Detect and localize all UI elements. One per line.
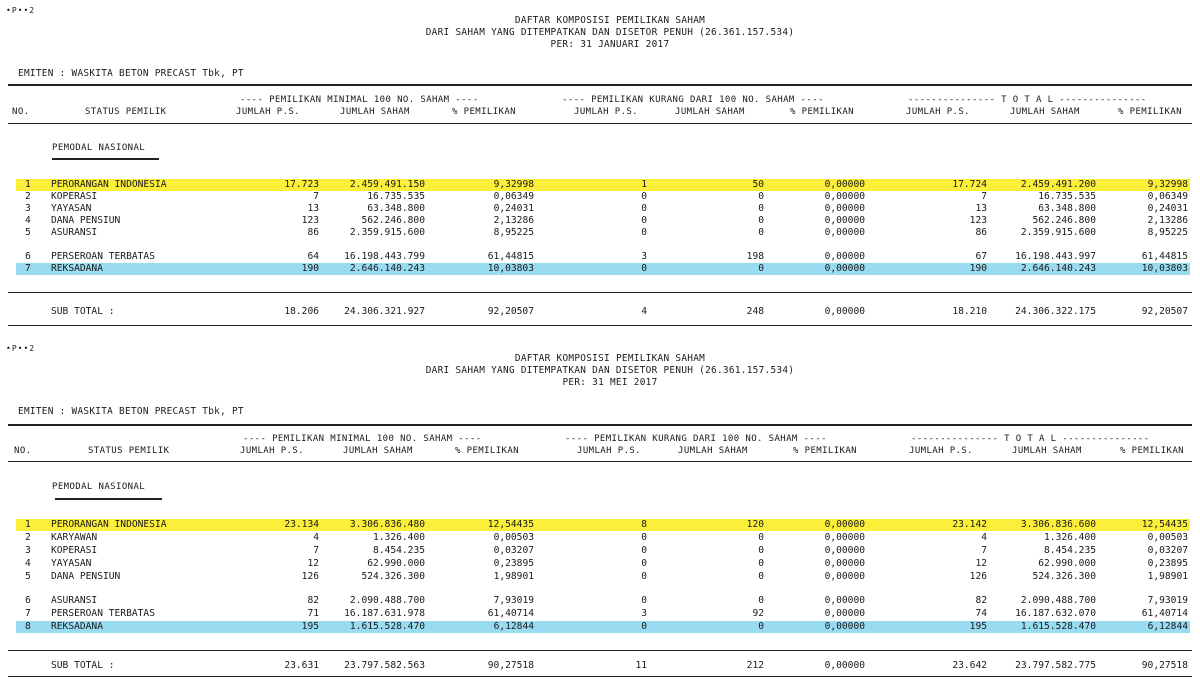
cell-js-total: 62.990.000	[1038, 558, 1096, 569]
row-number: 3	[25, 545, 31, 556]
cell-js-kurang: 0	[758, 191, 764, 202]
title-line-2: DARI SAHAM YANG DITEMPATKAN DAN DISETOR PENUH (26.361.157.534)	[425, 27, 795, 38]
header-bottom-rule	[8, 123, 1192, 124]
cell-js-min: 16.187.631.978	[344, 608, 425, 619]
row-number: 4	[25, 558, 31, 569]
subtotal-pm-min: 92,20507	[487, 306, 534, 317]
cell-jps-total: 82	[975, 595, 987, 606]
cell-js-min: 2.646.140.243	[349, 263, 425, 274]
status-pemilik: KARYAWAN	[51, 532, 98, 543]
subtotal-top-rule	[8, 292, 1192, 293]
cell-jps-min: 195	[301, 621, 319, 632]
cell-js-kurang: 0	[758, 263, 764, 274]
table-row	[16, 251, 1190, 263]
cell-jps-min: 7	[313, 545, 319, 556]
cell-js-min: 63.348.800	[367, 203, 425, 214]
report-title	[330, 15, 890, 51]
cell-pm-kurang: 0,00000	[824, 621, 865, 632]
subtotal-pm-kurang: 0,00000	[824, 660, 865, 671]
row-number: 1	[25, 179, 31, 190]
cell-pm-total: 61,40714	[1141, 608, 1188, 619]
cell-jps-total: 190	[969, 263, 987, 274]
subtotal-pm-kurang: 0,00000	[824, 306, 865, 317]
cell-jps-min: 126	[301, 571, 319, 582]
status-pemilik: DANA PENSIUN	[51, 571, 121, 582]
cell-js-kurang: 0	[758, 571, 764, 582]
status-pemilik: REKSADANA	[51, 621, 103, 632]
cell-js-total: 2.359.915.600	[1020, 227, 1096, 238]
cell-js-min: 1.326.400	[373, 532, 425, 543]
col-header-status: STATUS PEMILIK	[85, 107, 167, 117]
table-row	[16, 571, 1190, 583]
cell-pm-min: 0,24031	[493, 203, 534, 214]
cell-pm-kurang: 0,00000	[824, 595, 865, 606]
cell-js-min: 1.615.528.470	[349, 621, 425, 632]
cell-pm-kurang: 0,00000	[824, 215, 865, 226]
col-header-js-1: JUMLAH SAHAM	[343, 446, 413, 456]
cell-pm-kurang: 0,00000	[824, 571, 865, 582]
cell-pm-min: 0,00503	[493, 532, 534, 543]
cell-jps-min: 82	[307, 595, 319, 606]
row-number: 2	[25, 191, 31, 202]
group-header-total: --------------- T O T A L ---------------	[908, 95, 1147, 105]
status-pemilik: PERSEROAN TERBATAS	[51, 251, 155, 262]
subtotal-row	[16, 306, 1190, 318]
subtotal-jps-kurang: 11	[635, 660, 647, 671]
cell-js-total: 2.090.488.700	[1020, 595, 1096, 606]
cell-jps-kurang: 0	[641, 545, 647, 556]
cell-pm-total: 0,03207	[1147, 545, 1188, 556]
table-row	[16, 179, 1190, 191]
cell-js-total: 63.348.800	[1038, 203, 1096, 214]
title-line-1: DAFTAR KOMPOSISI PEMILIKAN SAHAM	[514, 15, 706, 26]
status-pemilik: PERSEROAN TERBATAS	[51, 608, 155, 619]
cell-jps-kurang: 3	[641, 251, 647, 262]
cell-jps-kurang: 0	[641, 203, 647, 214]
cell-js-total: 1.615.528.470	[1020, 621, 1096, 632]
subtotal-bottom-rule	[8, 676, 1192, 677]
cell-pm-kurang: 0,00000	[824, 608, 865, 619]
cell-js-total: 524.326.300	[1032, 571, 1096, 582]
cell-pm-min: 8,95225	[493, 227, 534, 238]
cell-js-kurang: 0	[758, 621, 764, 632]
emiten-label: EMITEN : WASKITA BETON PRECAST Tbk, PT	[18, 406, 244, 417]
cell-jps-kurang: 0	[641, 191, 647, 202]
cell-js-total: 16.187.632.070	[1015, 608, 1096, 619]
cell-js-kurang: 0	[758, 227, 764, 238]
cell-js-kurang: 0	[758, 595, 764, 606]
cell-pm-kurang: 0,00000	[824, 251, 865, 262]
row-number: 6	[25, 251, 31, 262]
cell-jps-min: 123	[301, 215, 319, 226]
cell-js-total: 1.326.400	[1044, 532, 1096, 543]
cell-js-kurang: 50	[752, 179, 764, 190]
col-header-pm-3: % PEMILIKAN	[1118, 107, 1183, 117]
cell-pm-total: 0,00503	[1147, 532, 1188, 543]
cell-pm-kurang: 0,00000	[824, 179, 865, 190]
cell-js-min: 8.454.235	[373, 545, 425, 556]
subtotal-js-min: 23.797.582.563	[344, 660, 425, 671]
title-line-2: DARI SAHAM YANG DITEMPATKAN DAN DISETOR PENUH (26.361.157.534)	[425, 365, 795, 376]
cell-pm-total: 8,95225	[1147, 227, 1188, 238]
cell-js-total: 562.246.800	[1032, 215, 1096, 226]
cell-pm-kurang: 0,00000	[824, 263, 865, 274]
cell-js-kurang: 0	[758, 215, 764, 226]
cell-js-min: 16.735.535	[367, 191, 425, 202]
col-header-no: NO.	[14, 446, 32, 456]
title-line-3: PER: 31 MEI 2017	[562, 377, 658, 388]
cell-jps-kurang: 0	[641, 532, 647, 543]
cell-pm-total: 2,13286	[1147, 215, 1188, 226]
cell-js-min: 2.359.915.600	[349, 227, 425, 238]
cell-jps-total: 126	[969, 571, 987, 582]
header-bottom-rule	[8, 461, 1192, 462]
subtotal-jps-total: 23.642	[952, 660, 987, 671]
col-header-js-1: JUMLAH SAHAM	[340, 107, 410, 117]
report-title	[330, 353, 890, 389]
cell-jps-kurang: 0	[641, 571, 647, 582]
cell-pm-total: 10,03803	[1141, 263, 1188, 274]
col-header-js-2: JUMLAH SAHAM	[678, 446, 748, 456]
cell-pm-min: 0,03207	[493, 545, 534, 556]
status-pemilik: YAYASAN	[51, 558, 92, 569]
cell-pm-kurang: 0,00000	[824, 558, 865, 569]
cell-pm-min: 61,40714	[487, 608, 534, 619]
cell-jps-total: 12	[975, 558, 987, 569]
cell-jps-min: 86	[307, 227, 319, 238]
cell-pm-min: 12,54435	[487, 519, 534, 530]
cell-js-min: 562.246.800	[361, 215, 425, 226]
cell-pm-kurang: 0,00000	[824, 519, 865, 530]
status-pemilik: KOPERASI	[51, 545, 98, 556]
section-label-underline	[55, 498, 162, 500]
cell-jps-kurang: 0	[641, 621, 647, 632]
status-pemilik: YAYASAN	[51, 203, 92, 214]
status-pemilik: REKSADANA	[51, 263, 103, 274]
cell-jps-kurang: 0	[641, 558, 647, 569]
col-header-jps-3: JUMLAH P.S.	[906, 107, 971, 117]
cell-js-kurang: 0	[758, 203, 764, 214]
section-label-pemodal: PEMODAL NASIONAL	[52, 482, 146, 492]
cell-pm-total: 0,06349	[1147, 191, 1188, 202]
section-label-underline	[52, 158, 159, 160]
col-header-jps-1: JUMLAH P.S.	[236, 107, 301, 117]
cell-pm-kurang: 0,00000	[824, 191, 865, 202]
subtotal-top-rule	[8, 650, 1192, 651]
cell-jps-kurang: 0	[641, 215, 647, 226]
cell-js-kurang: 0	[758, 532, 764, 543]
cell-pm-min: 10,03803	[487, 263, 534, 274]
cell-js-min: 16.198.443.799	[344, 251, 425, 262]
cell-pm-min: 0,23895	[493, 558, 534, 569]
table-row	[16, 621, 1190, 633]
cell-js-min: 2.459.491.150	[349, 179, 425, 190]
group-header-kurang: ---- PEMILIKAN KURANG DARI 100 NO. SAHAM ----	[562, 95, 824, 105]
cell-jps-total: 67	[975, 251, 987, 262]
cell-pm-kurang: 0,00000	[824, 227, 865, 238]
cell-js-kurang: 92	[752, 608, 764, 619]
subtotal-js-kurang: 248	[746, 306, 764, 317]
page-mark: •P••2	[6, 6, 36, 15]
cell-pm-total: 6,12844	[1147, 621, 1188, 632]
emiten-label: EMITEN : WASKITA BETON PRECAST Tbk, PT	[18, 68, 244, 79]
col-header-jps-3: JUMLAH P.S.	[909, 446, 974, 456]
subtotal-jps-total: 18.210	[952, 306, 987, 317]
col-header-status: STATUS PEMILIK	[88, 446, 170, 456]
cell-pm-min: 61,44815	[487, 251, 534, 262]
cell-jps-total: 86	[975, 227, 987, 238]
cell-jps-total: 74	[975, 608, 987, 619]
cell-js-min: 62.990.000	[367, 558, 425, 569]
row-number: 1	[25, 519, 31, 530]
cell-js-kurang: 198	[746, 251, 764, 262]
table-row	[16, 532, 1190, 544]
cell-js-total: 16.198.443.997	[1015, 251, 1096, 262]
cell-js-min: 2.090.488.700	[349, 595, 425, 606]
subtotal-pm-min: 90,27518	[487, 660, 534, 671]
col-header-pm-2: % PEMILIKAN	[793, 446, 858, 456]
subtotal-pm-total: 92,20507	[1141, 306, 1188, 317]
cell-jps-total: 4	[981, 532, 987, 543]
cell-pm-total: 12,54435	[1141, 519, 1188, 530]
cell-jps-min: 4	[313, 532, 319, 543]
row-number: 8	[25, 621, 31, 632]
subtotal-js-total: 23.797.582.775	[1015, 660, 1096, 671]
header-top-rule	[8, 424, 1192, 426]
col-header-js-3: JUMLAH SAHAM	[1012, 446, 1082, 456]
subtotal-js-total: 24.306.322.175	[1015, 306, 1096, 317]
row-number: 3	[25, 203, 31, 214]
cell-jps-kurang: 8	[641, 519, 647, 530]
row-number: 7	[25, 263, 31, 274]
col-header-js-2: JUMLAH SAHAM	[675, 107, 745, 117]
cell-js-min: 524.326.300	[361, 571, 425, 582]
col-header-pm-1: % PEMILIKAN	[452, 107, 517, 117]
cell-js-min: 3.306.836.480	[349, 519, 425, 530]
page-mark: •P••2	[6, 344, 36, 353]
cell-jps-min: 13	[307, 203, 319, 214]
row-number: 7	[25, 608, 31, 619]
header-top-rule	[8, 84, 1192, 86]
group-header-minimal: ---- PEMILIKAN MINIMAL 100 NO. SAHAM ----	[240, 95, 479, 105]
cell-pm-total: 7,93019	[1147, 595, 1188, 606]
subtotal-label: SUB TOTAL :	[51, 306, 115, 317]
cell-js-total: 8.454.235	[1044, 545, 1096, 556]
row-number: 5	[25, 571, 31, 582]
table-row	[16, 545, 1190, 557]
subtotal-js-kurang: 212	[746, 660, 764, 671]
title-line-3: PER: 31 JANUARI 2017	[550, 39, 670, 50]
row-number: 5	[25, 227, 31, 238]
cell-js-kurang: 0	[758, 545, 764, 556]
table-row	[16, 519, 1190, 531]
table-row	[16, 558, 1190, 570]
cell-jps-min: 190	[301, 263, 319, 274]
subtotal-js-min: 24.306.321.927	[344, 306, 425, 317]
group-header-minimal: ---- PEMILIKAN MINIMAL 100 NO. SAHAM ----	[243, 434, 482, 444]
subtotal-jps-min: 18.206	[284, 306, 319, 317]
status-pemilik: PERORANGAN INDONESIA	[51, 179, 167, 190]
table-row	[16, 215, 1190, 227]
row-number: 2	[25, 532, 31, 543]
status-pemilik: ASURANSI	[51, 227, 98, 238]
title-line-1: DAFTAR KOMPOSISI PEMILIKAN SAHAM	[514, 353, 706, 364]
cell-pm-total: 9,32998	[1147, 179, 1188, 190]
cell-pm-min: 6,12844	[493, 621, 534, 632]
cell-jps-min: 7	[313, 191, 319, 202]
cell-pm-min: 9,32998	[493, 179, 534, 190]
cell-jps-min: 17.723	[284, 179, 319, 190]
table-row	[16, 191, 1190, 203]
col-header-js-3: JUMLAH SAHAM	[1010, 107, 1080, 117]
subtotal-label: SUB TOTAL :	[51, 660, 115, 671]
status-pemilik: DANA PENSIUN	[51, 215, 121, 226]
col-header-pm-3: % PEMILIKAN	[1120, 446, 1185, 456]
cell-jps-min: 64	[307, 251, 319, 262]
cell-pm-total: 0,23895	[1147, 558, 1188, 569]
subtotal-bottom-rule	[8, 325, 1192, 326]
table-row	[16, 595, 1190, 607]
row-number: 6	[25, 595, 31, 606]
cell-jps-kurang: 0	[641, 227, 647, 238]
cell-jps-min: 12	[307, 558, 319, 569]
table-row	[16, 608, 1190, 620]
cell-jps-min: 71	[307, 608, 319, 619]
status-pemilik: KOPERASI	[51, 191, 98, 202]
cell-jps-total: 17.724	[952, 179, 987, 190]
col-header-pm-1: % PEMILIKAN	[455, 446, 520, 456]
cell-js-total: 3.306.836.600	[1020, 519, 1096, 530]
col-header-no: NO.	[12, 107, 30, 117]
cell-pm-min: 2,13286	[493, 215, 534, 226]
cell-pm-kurang: 0,00000	[824, 203, 865, 214]
cell-js-kurang: 120	[746, 519, 764, 530]
cell-pm-min: 0,06349	[493, 191, 534, 202]
col-header-jps-1: JUMLAH P.S.	[240, 446, 305, 456]
cell-pm-total: 61,44815	[1141, 251, 1188, 262]
cell-pm-kurang: 0,00000	[824, 532, 865, 543]
table-row	[16, 203, 1190, 215]
cell-js-kurang: 0	[758, 558, 764, 569]
cell-jps-kurang: 0	[641, 595, 647, 606]
subtotal-row	[16, 660, 1190, 672]
cell-jps-total: 7	[981, 191, 987, 202]
cell-pm-total: 1,98901	[1147, 571, 1188, 582]
cell-pm-kurang: 0,00000	[824, 545, 865, 556]
cell-jps-total: 7	[981, 545, 987, 556]
row-number: 4	[25, 215, 31, 226]
group-header-kurang: ---- PEMILIKAN KURANG DARI 100 NO. SAHAM ----	[565, 434, 827, 444]
subtotal-jps-min: 23.631	[284, 660, 319, 671]
cell-jps-kurang: 1	[641, 179, 647, 190]
cell-jps-kurang: 3	[641, 608, 647, 619]
col-header-pm-2: % PEMILIKAN	[790, 107, 855, 117]
col-header-jps-2: JUMLAH P.S.	[577, 446, 642, 456]
col-header-jps-2: JUMLAH P.S.	[574, 107, 639, 117]
cell-jps-total: 13	[975, 203, 987, 214]
subtotal-jps-kurang: 4	[641, 306, 647, 317]
cell-js-total: 2.459.491.200	[1020, 179, 1096, 190]
group-header-total: --------------- T O T A L ---------------	[911, 434, 1150, 444]
table-row	[16, 263, 1190, 275]
status-pemilik: PERORANGAN INDONESIA	[51, 519, 167, 530]
table-row	[16, 227, 1190, 239]
cell-jps-total: 23.142	[952, 519, 987, 530]
cell-pm-total: 0,24031	[1147, 203, 1188, 214]
cell-js-total: 16.735.535	[1038, 191, 1096, 202]
cell-jps-min: 23.134	[284, 519, 319, 530]
cell-jps-total: 123	[969, 215, 987, 226]
cell-jps-total: 195	[969, 621, 987, 632]
section-label-pemodal: PEMODAL NASIONAL	[52, 143, 146, 153]
cell-jps-kurang: 0	[641, 263, 647, 274]
cell-js-total: 2.646.140.243	[1020, 263, 1096, 274]
cell-pm-min: 1,98901	[493, 571, 534, 582]
subtotal-pm-total: 90,27518	[1141, 660, 1188, 671]
cell-pm-min: 7,93019	[493, 595, 534, 606]
status-pemilik: ASURANSI	[51, 595, 98, 606]
